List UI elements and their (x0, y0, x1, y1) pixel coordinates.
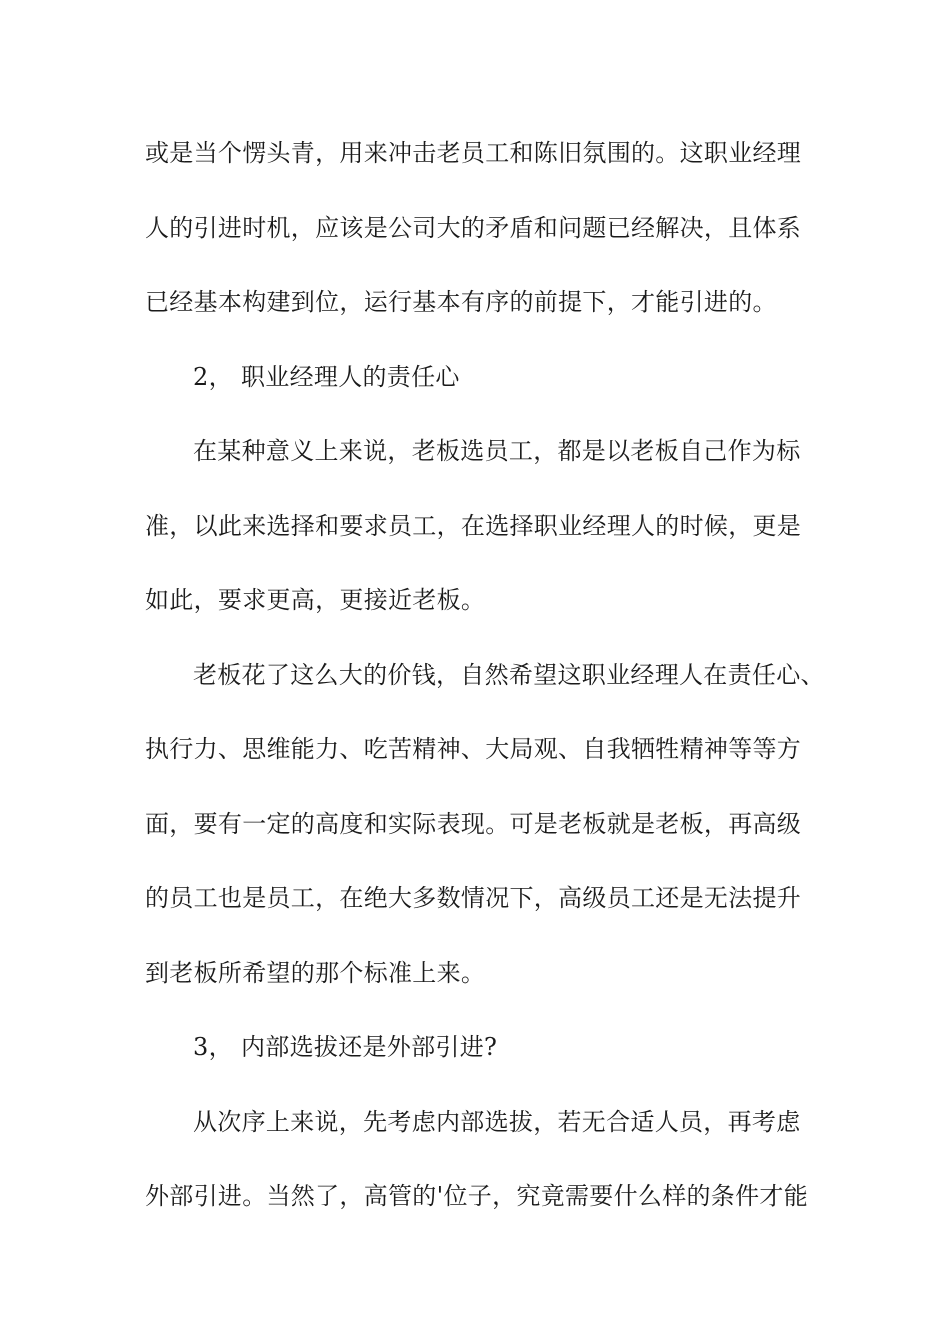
text-line: 外部引进。当然了，高管的'位子，究竟需要什么样的条件才能 (145, 1182, 808, 1210)
text-line: 准，以此来选择和要求员工，在选择职业经理人的时候，更是 (145, 511, 802, 540)
section-number: 2， (193, 362, 233, 391)
text-line: 老板花了这么大的价钱，自然希望这职业经理人在责任心、 (193, 660, 825, 689)
text-line: 已经基本构建到位，运行基本有序的前提下，才能引进的。 (145, 288, 777, 316)
text-line: 如此，要求更高，更接近老板。 (145, 586, 486, 614)
text-line: 面，要有一定的高度和实际表现。可是老板就是老板，再高级 (145, 809, 802, 838)
text-line: 的员工也是员工，在绝大多数情况下，高级员工还是无法提升 (145, 884, 802, 912)
text-line: 执行力、思维能力、吃苦精神、大局观、自我牺牲精神等等方 (145, 735, 802, 763)
section-title: 职业经理人的责任心 (241, 362, 460, 391)
body-text (145, 131, 825, 1249)
section-heading-2 (145, 355, 815, 430)
text-line: 人的引进时机，应该是公司大的矛盾和问题已经解决，且体系 (145, 213, 802, 242)
section-title: 内部选拔还是外部引进? (241, 1033, 498, 1061)
text-line: 到老板所希望的那个标准上来。 (145, 958, 486, 987)
text-line: 或是当个愣头青，用来冲击老员工和陈旧氛围的。这职业经理 (145, 139, 802, 167)
text-line: 在某种意义上来说，老板选员工，都是以老板自己作为标 (193, 437, 801, 465)
text-line: 从次序上来说，先考虑内部选拔，若无合适人员，再考虑 (193, 1107, 801, 1136)
section-heading-3 (145, 1025, 815, 1100)
section-number: 3， (193, 1033, 233, 1061)
